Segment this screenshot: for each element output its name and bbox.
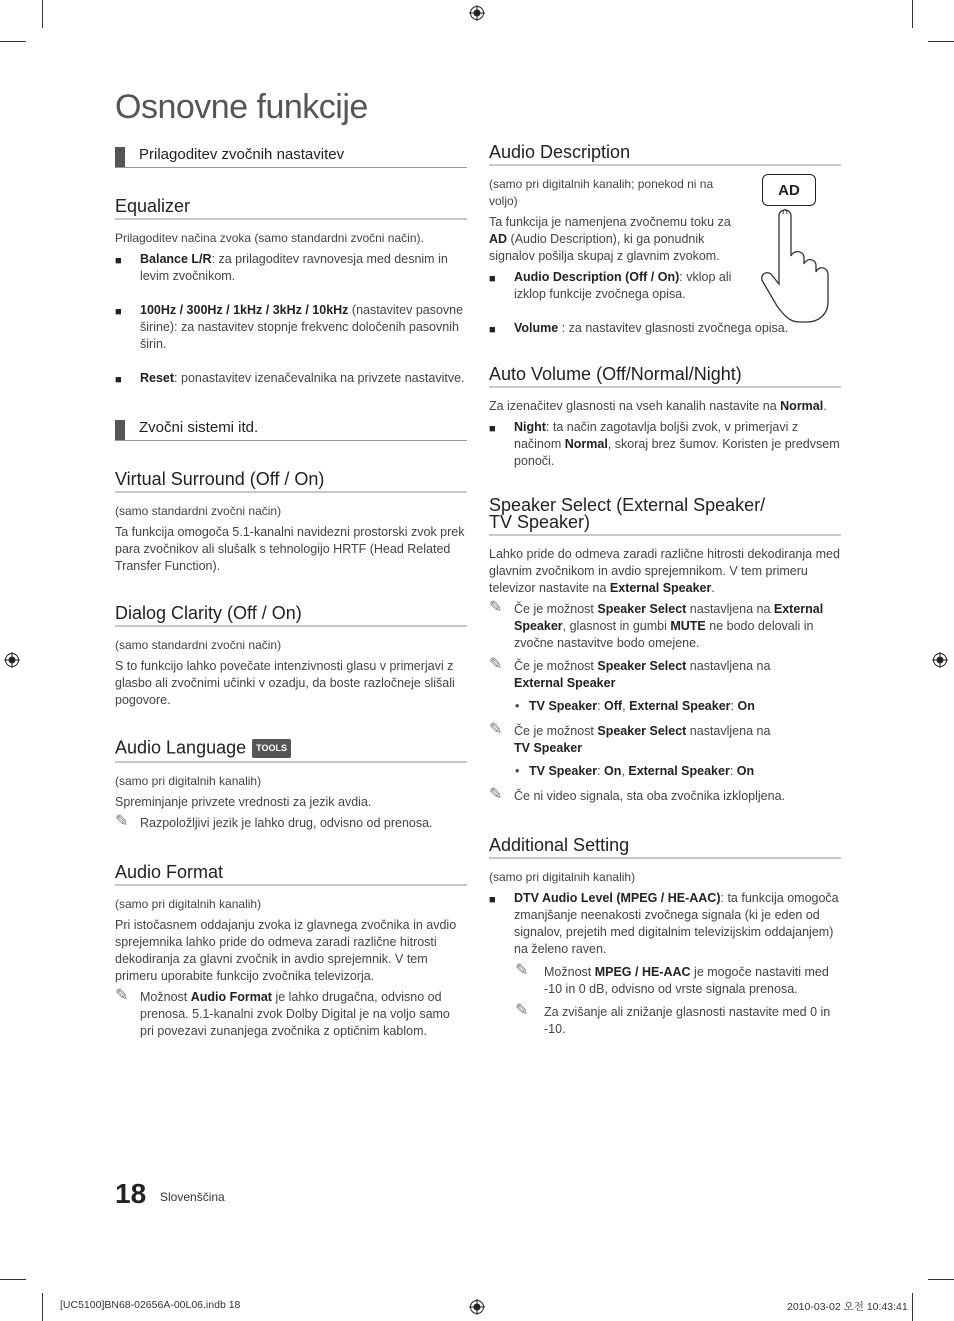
print-slug-date: 2010-03-02 오전 10:43:41 bbox=[787, 1301, 908, 1313]
list-item: • TV Speaker: Off, External Speaker: On bbox=[515, 699, 755, 713]
bullet-square-icon: ■ bbox=[489, 423, 496, 435]
memo-note: ✎ Možnost Audio Format je lahko drugačna, odvisno od prenosa. 5.1-kanalni zvok Dolby Digital je na voljo samo pri povezavi zunanjega zvočnika z optičnim kablom. bbox=[115, 987, 450, 1038]
list-item: ■ DTV Audio Level (MPEG / HE-AAC): ta funkcija omogoča zmanjšanje neenakosti zvočnega signala (ki je eden od signalov, prejetih med digitalnim televizijskim oddajanjem) na želeno raven. bbox=[489, 891, 839, 956]
category-heading: Zvočni sistemi itd. bbox=[115, 413, 467, 441]
memo-pencil-icon: ✎ bbox=[115, 987, 129, 1004]
registration-mark-icon bbox=[469, 1299, 485, 1315]
section-note: (samo pri digitalnih kanalih) bbox=[115, 897, 262, 911]
section-note: (samo standardni zvočni način) bbox=[115, 504, 282, 518]
registration-mark-icon bbox=[932, 652, 948, 668]
section-title-audio-language: Audio Language TOOLS bbox=[115, 739, 467, 763]
memo-pencil-icon: ✎ bbox=[489, 599, 503, 616]
memo-note: ✎ Možnost MPEG / HE-AAC je mogoče nastaviti med -10 in 0 dB, odvisno od vrste signala prenosa. bbox=[515, 962, 829, 996]
right-column bbox=[489, 140, 841, 1044]
section-text: Ta funkcija omogoča 5.1-kanalni navidezni prostorski zvok prek para zvočnikov ali slušalk s tehnologijo HRTF (Head Related Transfer Function). bbox=[115, 525, 465, 573]
section-text: Spreminjanje privzete vrednosti za jezik avdia. bbox=[115, 795, 372, 809]
section-note: (samo pri digitalnih kanalih) bbox=[489, 870, 636, 884]
list-item: • TV Speaker: On, External Speaker: On bbox=[515, 764, 755, 778]
section-note: (samo pri digitalnih kanalih; ponekod ni na voljo) bbox=[489, 177, 714, 208]
crop-mark bbox=[912, 1293, 913, 1321]
memo-pencil-icon: ✎ bbox=[515, 1002, 529, 1019]
memo-note: ✎ Če ni video signala, sta oba zvočnika izklopljena. bbox=[489, 786, 785, 803]
bullet-square-icon: ■ bbox=[115, 255, 122, 267]
section-text: Ta funkcija je namenjena zvočnemu toku za AD (Audio Description), ki ga ponudnik signalov pošilja skupaj z glavnim zvokom. bbox=[489, 215, 731, 263]
section-text: Za izenačitev glasnosti na vseh kanalih nastavite na Normal. bbox=[489, 399, 827, 413]
print-slug-file: [UC5100]BN68-02656A-00L06.indb 18 bbox=[60, 1299, 241, 1311]
section-title-equalizer: Equalizer bbox=[115, 198, 467, 220]
memo-note: ✎ Če je možnost Speaker Select nastavljena na External Speaker, glasnost in gumbi MUTE ne bodo delovali in zvočne nastavitve bodo omejene. bbox=[489, 599, 824, 650]
section-text: S to funkcijo lahko povečate intenzivnosti glasu v primerjavi z glasbo ali zvočnimi učinki v ozadju, da boste razločneje slišali pogovore. bbox=[115, 659, 455, 707]
memo-pencil-icon: ✎ bbox=[489, 656, 503, 673]
bullet-square-icon: ■ bbox=[489, 324, 496, 336]
memo-pencil-icon: ✎ bbox=[115, 813, 129, 830]
page-title: Osnovne funkcije bbox=[115, 88, 368, 126]
crop-mark bbox=[0, 41, 26, 42]
equalizer-intro: Prilagoditev načina zvoka (samo standardni zvočni način). bbox=[115, 231, 424, 245]
crop-mark bbox=[42, 1293, 43, 1321]
tools-badge: TOOLS bbox=[252, 739, 291, 758]
list-item: ■ Audio Description (Off / On): vklop ali izklop funkcije zvočnega opisa. bbox=[489, 270, 732, 301]
bullet-square-icon: ■ bbox=[115, 374, 122, 386]
list-item: ■ Balance L/R: za prilagoditev ravnovesja med desnim in levim zvočnikom. bbox=[115, 252, 448, 283]
crop-mark bbox=[928, 1279, 954, 1280]
memo-pencil-icon: ✎ bbox=[489, 721, 503, 738]
hand-pressing-icon bbox=[757, 194, 847, 324]
bullet-dot-icon: • bbox=[515, 764, 520, 778]
section-note: (samo standardni zvočni način) bbox=[115, 638, 282, 652]
bullet-square-icon: ■ bbox=[489, 894, 496, 906]
bullet-dot-icon: • bbox=[515, 699, 520, 713]
section-title-additional-setting: Additional Setting bbox=[489, 837, 841, 859]
list-item: ■ Reset: ponastavitev izenačevalnika na privzete nastavitve. bbox=[115, 370, 467, 387]
registration-mark-icon bbox=[469, 5, 485, 21]
section-title-dialog-clarity: Dialog Clarity (Off / On) bbox=[115, 605, 467, 627]
category-heading: Prilagoditev zvočnih nastavitev bbox=[115, 140, 467, 168]
left-column bbox=[115, 140, 467, 1046]
memo-note: ✎ Razpoložljivi jezik je lahko drug, odvisno od prenosa. bbox=[115, 813, 433, 830]
crop-mark bbox=[912, 0, 913, 28]
section-text: Lahko pride do odmeva zaradi različne hitrosti dekodiranja med glavnim zvočnikom in avdio sprejemnikom. V tem primeru televizor nastavite na External Speaker. bbox=[489, 547, 840, 595]
crop-mark bbox=[0, 1279, 26, 1280]
registration-mark-icon bbox=[4, 652, 20, 668]
page-number: 18 bbox=[115, 1178, 147, 1209]
bullet-square-icon: ■ bbox=[489, 273, 496, 285]
memo-pencil-icon: ✎ bbox=[489, 786, 503, 803]
section-text: Pri istočasnem oddajanju zvoka iz glavnega zvočnika in avdio sprejemnika lahko pride do odmeva zaradi različne hitrosti dekodiranja za glavni zvočnik in avdio sprejemnik. V tem primeru uporabite funkcijo zvočnika televizorja. bbox=[115, 918, 457, 983]
list-item: ■ Volume : za nastavitev glasnosti zvočnega opisa. bbox=[489, 320, 841, 337]
list-item: ■ 100Hz / 300Hz / 1kHz / 3kHz / 10kHz (nastavitev pasovne širine): za nastavitev stopnje frekvenc določenih pasovnih širin. bbox=[115, 303, 464, 351]
memo-note: ✎ Če je možnost Speaker Select nastavljena na External Speaker bbox=[489, 656, 771, 690]
section-title-audio-description: Audio Description bbox=[489, 144, 841, 166]
memo-note: ✎ Če je možnost Speaker Select nastavljena na TV Speaker bbox=[489, 721, 771, 755]
list-item: ■ Night: ta način zagotavlja boljši zvok, v primerjavi z načinom Normal, skoraj brez šumov. Koristen je predvsem ponoči. bbox=[489, 420, 840, 468]
bullet-square-icon: ■ bbox=[115, 306, 122, 318]
memo-pencil-icon: ✎ bbox=[515, 962, 529, 979]
ad-remote-button: AD bbox=[762, 174, 816, 206]
section-title-auto-volume: Auto Volume (Off/Normal/Night) bbox=[489, 366, 841, 388]
section-title-audio-format: Audio Format bbox=[115, 864, 467, 886]
section-note: (samo pri digitalnih kanalih) bbox=[115, 774, 262, 788]
section-title-speaker-select: Speaker Select (External Speaker/ TV Speaker) bbox=[489, 497, 841, 536]
section-title-virtual-surround: Virtual Surround (Off / On) bbox=[115, 471, 467, 493]
footer-language: Slovenščina bbox=[160, 1190, 225, 1204]
crop-mark bbox=[42, 0, 43, 28]
memo-note: ✎ Za zvišanje ali znižanje glasnosti nastavite med 0 in -10. bbox=[515, 1002, 831, 1036]
crop-mark bbox=[928, 41, 954, 42]
